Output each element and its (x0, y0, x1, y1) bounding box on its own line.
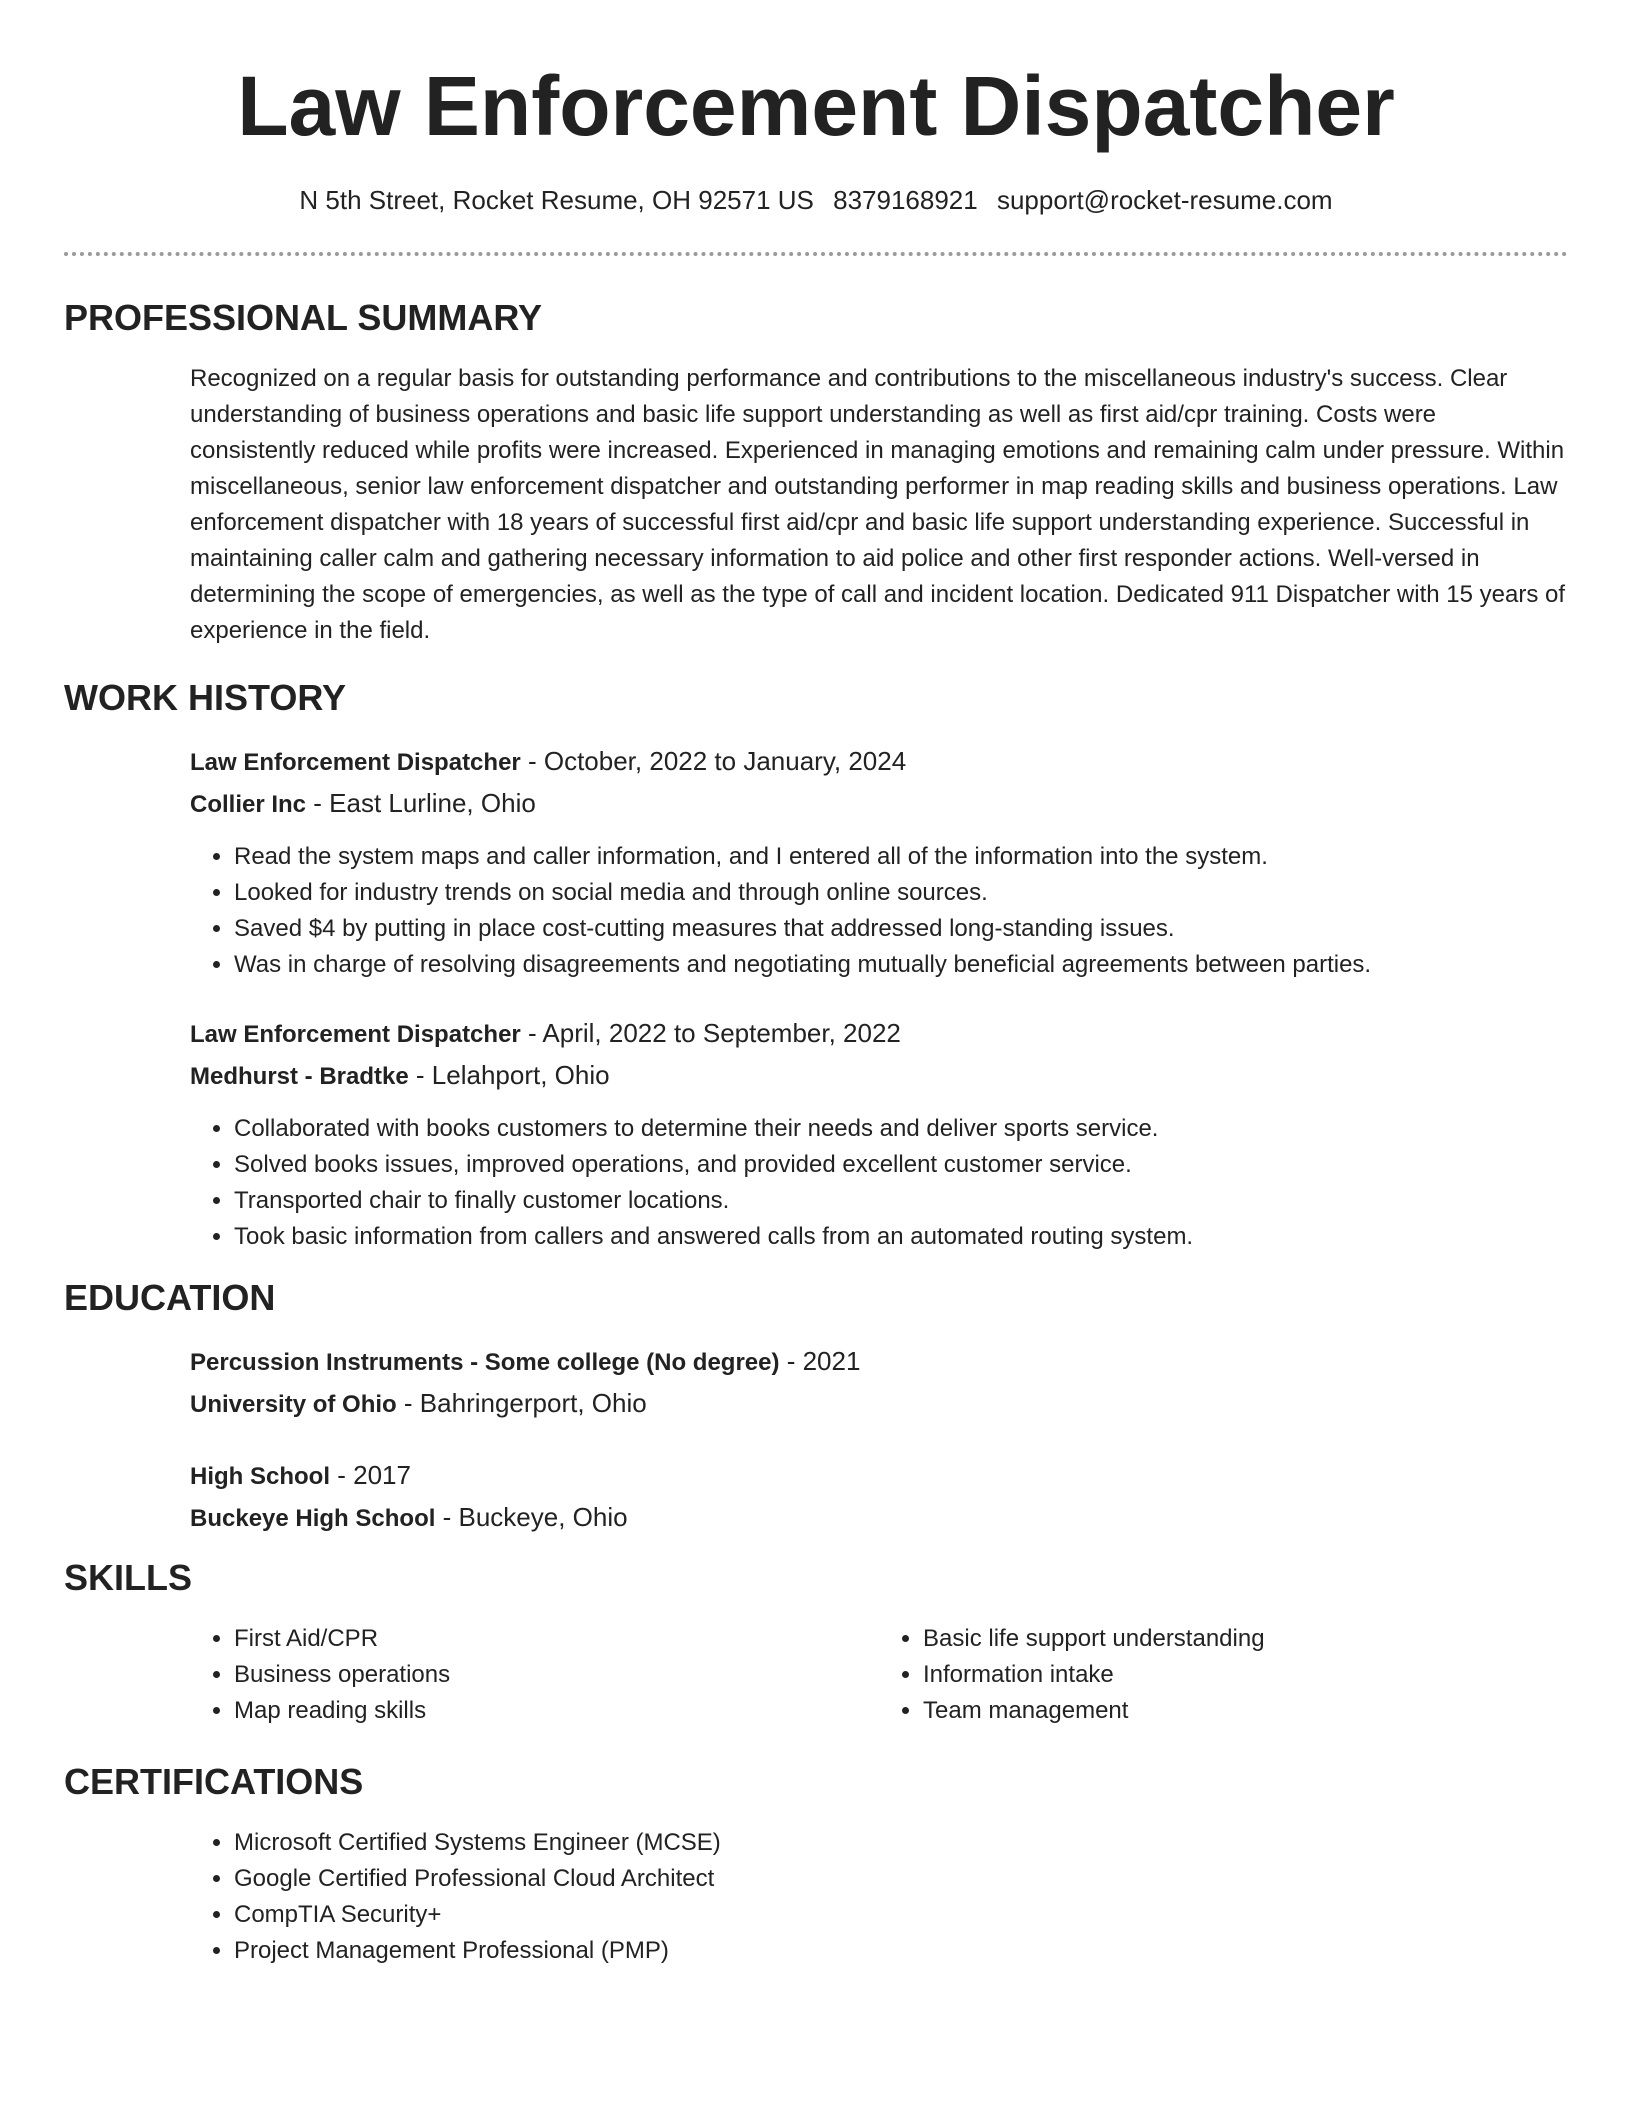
education-section (64, 1276, 1568, 1539)
list-item: • Project Management Professional (PMP) (234, 1933, 1568, 1969)
list-item: • Looked for industry trends on social media and through online sources. (234, 875, 1568, 911)
job-entry (190, 1013, 1568, 1255)
education-location: - Bahringerport, Ohio (396, 1388, 647, 1419)
job-location: - Lelahport, Ohio (408, 1060, 610, 1091)
education-degree: Percussion Instruments - Some college (No degree) (190, 1349, 780, 1377)
list-item: • Map reading skills (234, 1693, 879, 1729)
contact-address: N 5th Street, Rocket Resume, OH 92571 US (299, 185, 814, 216)
job-company: Medhurst - Bradtke (190, 1063, 409, 1091)
job-dates: - October, 2022 to January, 2024 (520, 746, 907, 777)
education-entry (190, 1455, 1568, 1539)
skills-list-left (190, 1621, 879, 1729)
resume-name: Law Enforcement Dispatcher (237, 59, 1395, 153)
summary-title: PROFESSIONAL SUMMARY (64, 297, 543, 338)
job-title-line (190, 1013, 1568, 1055)
resume-page (64, 0, 1568, 1965)
skills-section (64, 1556, 1568, 1729)
list-item: • Business operations (234, 1657, 879, 1693)
skills-title: SKILLS (64, 1557, 193, 1598)
job-company-line (190, 783, 1568, 825)
job-dates: - April, 2022 to September, 2022 (520, 1018, 901, 1049)
list-item: • Read the system maps and caller information, and I entered all of the information into the system. (234, 839, 1568, 875)
work-section (64, 676, 1568, 1255)
list-item: • Transported chair to finally customer locations. (234, 1183, 1568, 1219)
list-item: • Collaborated with books customers to determine their needs and deliver sports service. (234, 1111, 1568, 1147)
summary-section (64, 296, 1568, 649)
job-company-line (190, 1055, 1568, 1097)
summary-text: Recognized on a regular basis for outstanding performance and contributions to the miscellaneous industry's success. Clear understanding of business operations and basic life support understanding as well as first aid/cpr training. Costs were consistently reduced while profits were increased. Experienced in managing emotions and remaining calm under pressure. Within miscellaneous, senior law enforcement dispatcher and outstanding performer in map reading skills and business operations. Law enforcement dispatcher with 18 years of successful first aid/cpr and basic life support understanding experience. Successful in maintaining caller calm and gathering necessary information to aid police and other first responder actions. Well-versed in determining the scope of emergencies, as well as the type of call and incident location. Dedicated 911 Dispatcher with 15 years of experience in the field. (190, 365, 1565, 645)
header-divider (64, 252, 1568, 256)
job-bullets (190, 839, 1568, 983)
certifications-title: CERTIFICATIONS (64, 1761, 364, 1802)
job-company: Collier Inc (190, 791, 307, 819)
education-title: EDUCATION (64, 1277, 276, 1318)
skills-grid (190, 1621, 1568, 1729)
list-item: • Solved books issues, improved operations, and provided excellent customer service. (234, 1147, 1568, 1183)
job-title-line (190, 741, 1568, 783)
contact-line (64, 184, 1568, 218)
education-degree: High School (190, 1463, 330, 1491)
certifications-list (190, 1825, 1568, 1969)
contact-email: support@rocket-resume.com (996, 185, 1333, 216)
list-item: • Microsoft Certified Systems Engineer (MCSE) (234, 1825, 1568, 1861)
list-item: • Saved $4 by putting in place cost-cutting measures that addressed long-standing issues. (234, 911, 1568, 947)
list-item: • First Aid/CPR (234, 1621, 879, 1657)
list-item: • Was in charge of resolving disagreements and negotiating mutually beneficial agreements between parties. (234, 947, 1568, 983)
education-location: - Buckeye, Ohio (435, 1502, 628, 1533)
skills-list-right (879, 1621, 1568, 1729)
list-item: • CompTIA Security+ (234, 1897, 1568, 1933)
education-school: Buckeye High School (190, 1505, 436, 1533)
list-item: • Team management (923, 1693, 1568, 1729)
education-year: - 2021 (779, 1346, 861, 1377)
certifications-section (64, 1760, 1568, 1969)
education-year: - 2017 (330, 1460, 411, 1491)
contact-phone: 8379168921 (833, 185, 978, 216)
list-item: • Information intake (923, 1657, 1568, 1693)
list-item: • Basic life support understanding (923, 1621, 1568, 1657)
job-location: - East Lurline, Ohio (306, 788, 536, 819)
job-position: Law Enforcement Dispatcher (190, 1021, 521, 1049)
education-entry (190, 1341, 1568, 1425)
job-entry (190, 741, 1568, 983)
list-item: • Took basic information from callers and answered calls from an automated routing system. (234, 1219, 1568, 1255)
job-bullets (190, 1111, 1568, 1255)
job-position: Law Enforcement Dispatcher (190, 749, 521, 777)
education-school: University of Ohio (190, 1391, 397, 1419)
list-item: • Google Certified Professional Cloud Architect (234, 1861, 1568, 1897)
work-title: WORK HISTORY (64, 677, 347, 718)
